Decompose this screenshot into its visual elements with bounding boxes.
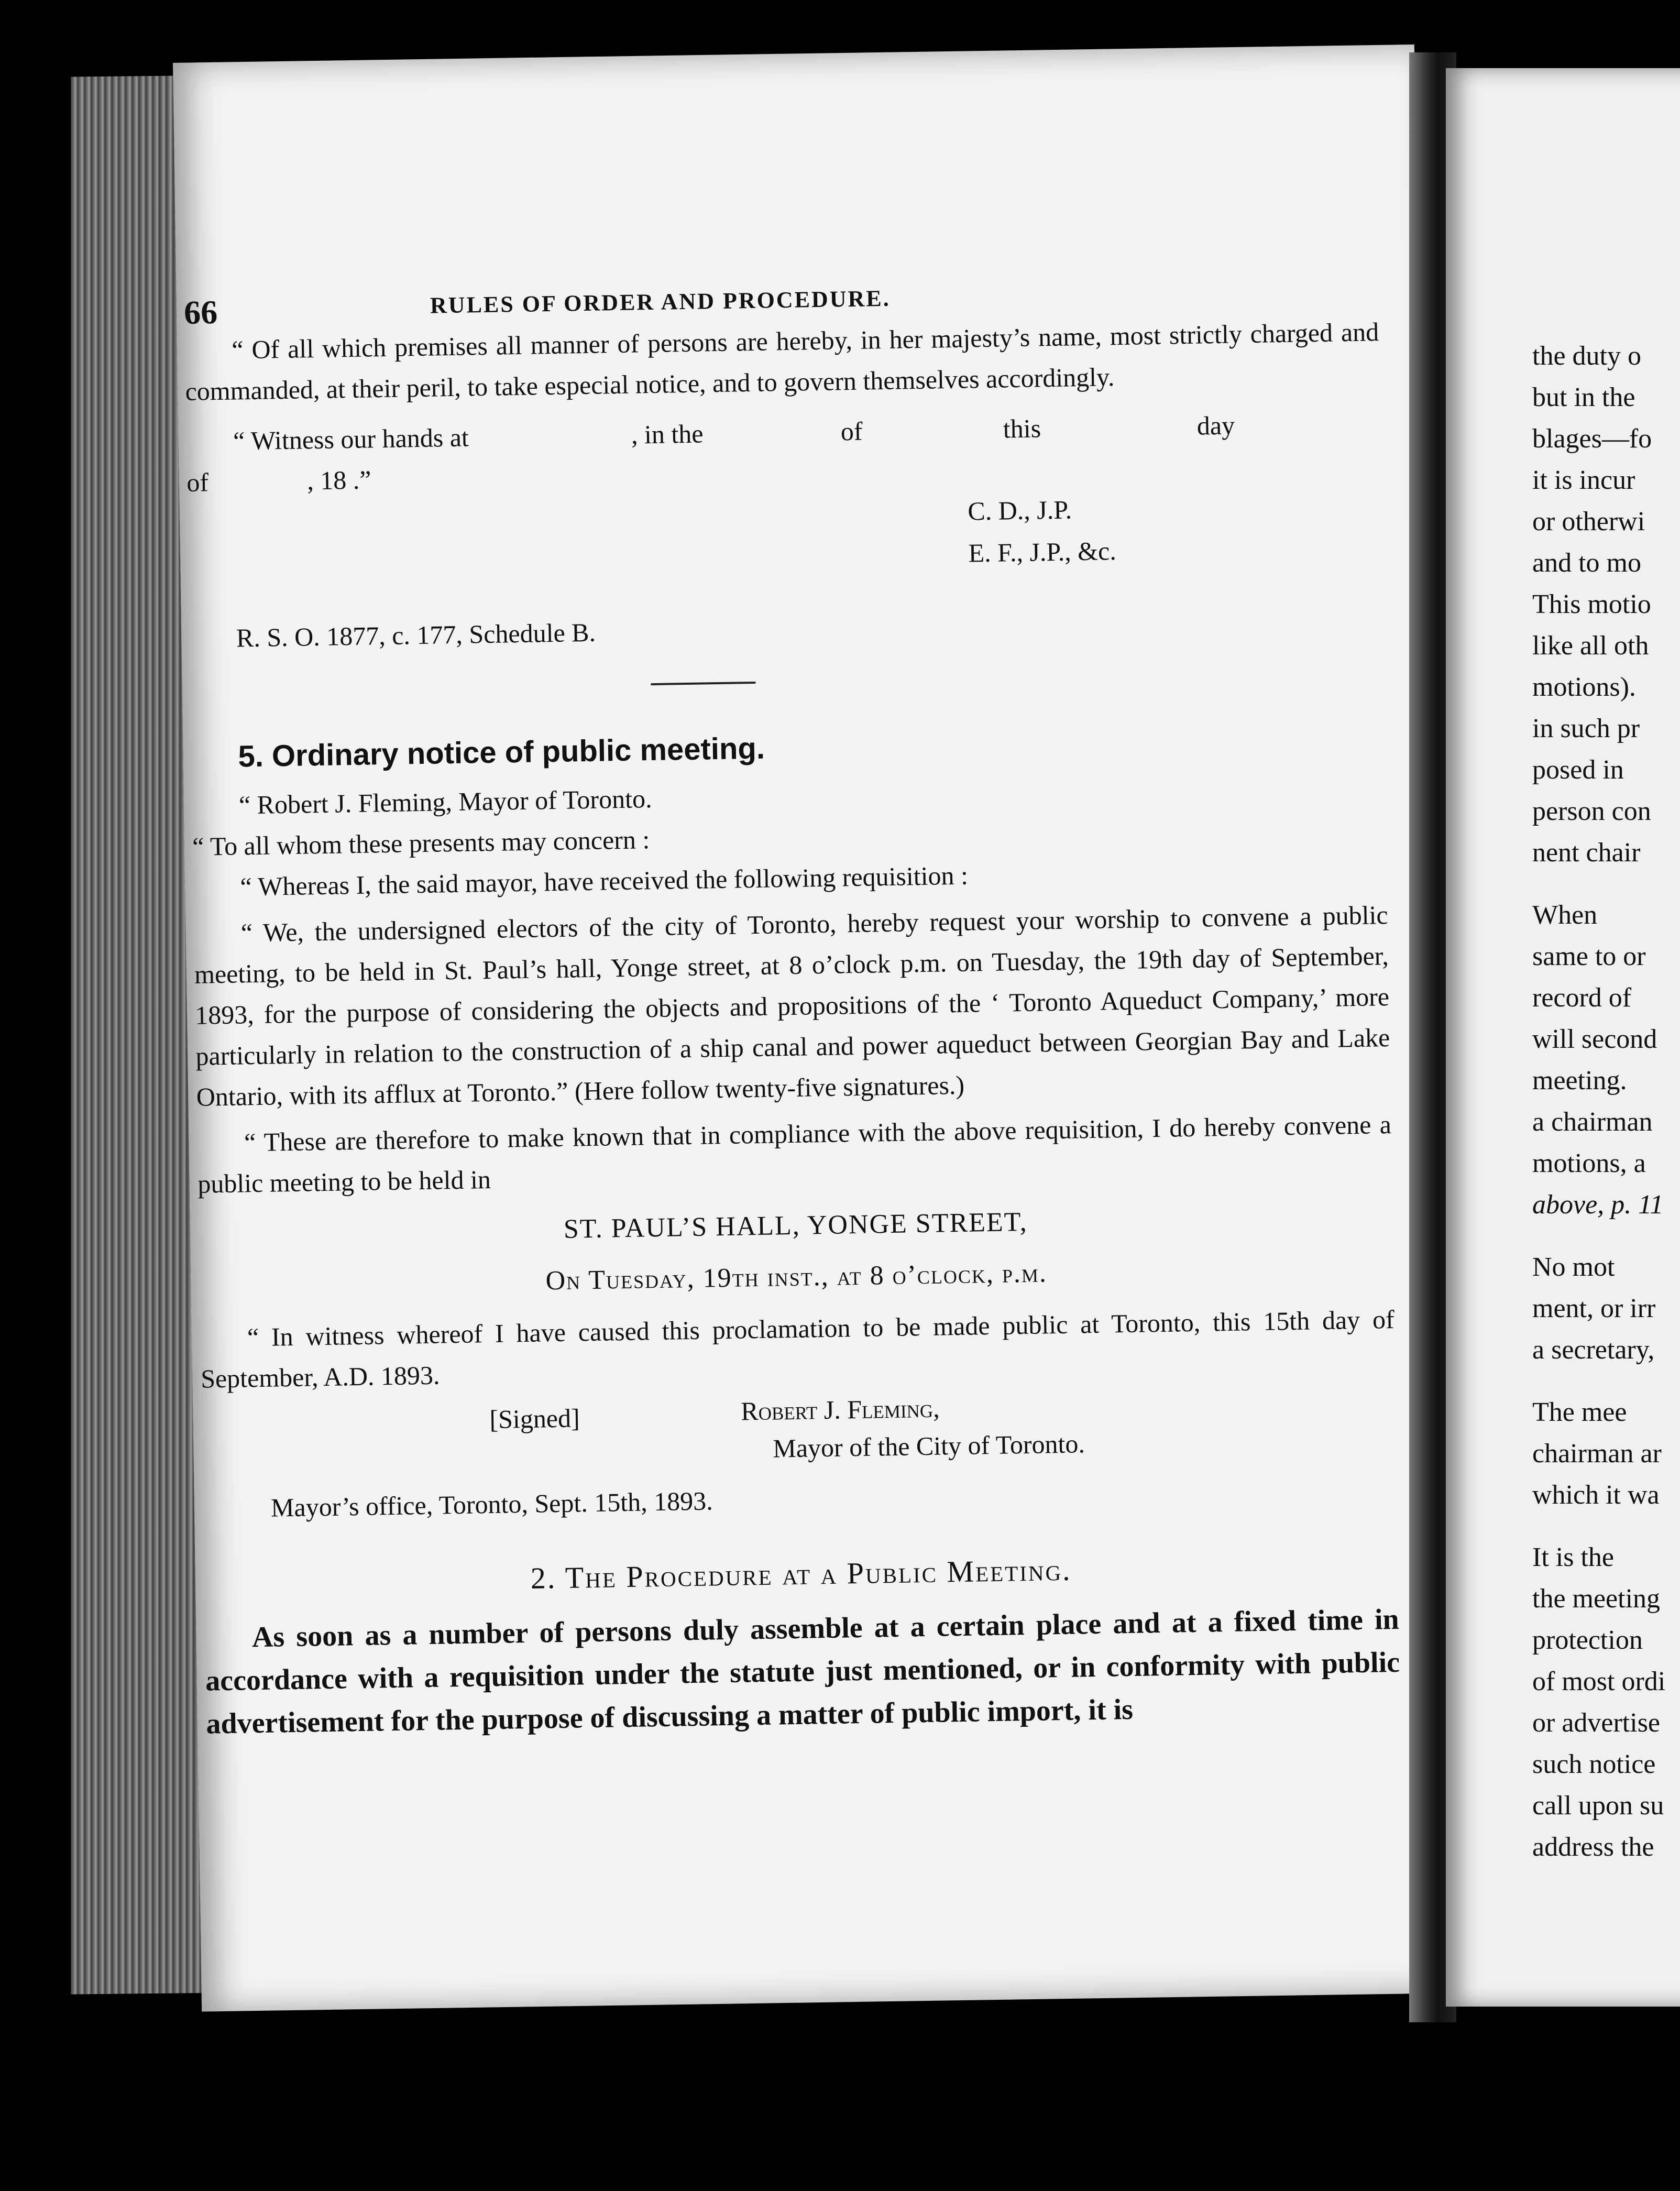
fragment-line: the meeting: [1532, 1584, 1661, 1614]
witness-part: of: [186, 467, 209, 497]
fragment-line: motions).: [1532, 672, 1636, 702]
justices-signatures: [187, 484, 1383, 597]
chapter-heading: 2. The Procedure at a Public Meeting.: [530, 1552, 1072, 1595]
signer-title: Mayor of the City of Toronto.: [772, 1429, 1085, 1463]
fragment-gap: [1532, 1225, 1680, 1246]
notice-line: “ Robert J. Fleming, Mayor of Toronto.: [238, 784, 652, 820]
fragment-line: posed in: [1532, 755, 1624, 785]
fragment-line: call upon su: [1532, 1791, 1664, 1821]
fragment-line: nent chair: [1532, 838, 1641, 868]
signed-label: [Signed]: [489, 1403, 580, 1434]
fragment-line: It is the: [1532, 1542, 1614, 1572]
compliance-paragraph: “ These are therefore to make known that in compliance with the above requisition, I do hereby convene a public meeting to be held in: [197, 1109, 1392, 1199]
section-divider: [651, 682, 755, 685]
left-page-content: [183, 254, 1401, 1745]
witness-part: of: [840, 416, 863, 446]
witness-part: , in the: [631, 419, 704, 450]
fragment-line: address the: [1532, 1832, 1654, 1862]
fragment-line: but in the: [1532, 382, 1635, 412]
fragment-line: person con: [1532, 796, 1651, 826]
fragment-gap: [1532, 1371, 1680, 1392]
signatory: C. D., J.P.: [967, 495, 1072, 526]
witness-part: , 18 .”: [306, 465, 371, 496]
fragment-line: meeting.: [1532, 1066, 1627, 1096]
signatory: E. F., J.P., &c.: [968, 536, 1117, 568]
fragment-line: or advertise: [1532, 1708, 1661, 1738]
notice-line: “ Whereas I, the said mayor, have received the following requisition :: [239, 860, 969, 902]
venue-line: ST. PAUL’S HALL, YONGE STREET,: [563, 1207, 1028, 1244]
fragment-line: like all oth: [1532, 631, 1649, 661]
fragment-line: a secretary,: [1532, 1335, 1655, 1365]
proclamation-paragraph: “ Of all which premises all manner of persons are hereby, in her majesty’s name, most strictly charged and commanded, at their peril, to take especial notice, and to govern themselves accordingly.: [185, 317, 1379, 406]
fragment-gap: [1532, 873, 1680, 894]
chapter-paragraph: As soon as a number of persons duly assemble at a certain place and at a fixed time in accordance with a requisition under the statute just mentioned, or in conformity with public advertisement for the purpose of discussing a matter of public import, it is: [205, 1603, 1400, 1740]
witness-paragraph: “ In witness whereof I have caused this proclamation to be made public at Toronto, this 15th day of September, A.D. 1893.: [200, 1304, 1395, 1394]
fragment-line: of most ordi: [1532, 1667, 1666, 1696]
fragment-line: This motio: [1532, 589, 1651, 619]
section-heading: 5. Ordinary notice of public meeting.: [238, 731, 765, 774]
statute-citation: R. S. O. 1877, c. 177, Schedule B.: [236, 617, 596, 653]
fragment-line: will second: [1532, 1024, 1657, 1054]
fragment-line: above, p. 11: [1532, 1190, 1664, 1220]
signer-name: Robert J. Fleming,: [740, 1393, 940, 1426]
office-line: Mayor’s office, Toronto, Sept. 15th, 1893.: [270, 1486, 713, 1522]
fragment-line: blages—fo: [1532, 424, 1652, 454]
fragment-line: such notice: [1532, 1749, 1656, 1779]
fragment-line: ment, or irr: [1532, 1294, 1656, 1323]
fragment-line: When: [1532, 900, 1598, 930]
fragment-line: the duty o: [1532, 341, 1641, 371]
notice-of-meeting: [191, 766, 1397, 1529]
requisition-paragraph: “ We, the undersigned electors of the city of Toronto, hereby request your worship to convene a public meeting, to be held in St. Paul’s hall, Yonge street, at 8 o’clock p.m. on Tuesday, the 19th day of September, 1893, for the purpose of considering the objects and propositions of the ‘ Toronto Aqueduct Company,’ more particularly in relation to the construction of a ship canal and power aqueduct between Georgian Bay and Lake Ontario, with its afflux at Toronto.” (Here follow twenty-five signatures.): [194, 900, 1390, 1112]
fragment-line: record of: [1532, 983, 1632, 1013]
fragment-line: No mot: [1532, 1252, 1615, 1282]
time-line: On Tuesday, 19th inst., at 8 o’clock, p.m.: [545, 1258, 1048, 1296]
witness-part: “ Witness our hands at: [233, 422, 469, 456]
fragment-line: The mee: [1532, 1397, 1627, 1427]
right-page-text-fragments: [1532, 335, 1680, 1868]
notice-line: “ To all whom these presents may concern :: [192, 825, 650, 861]
fragment-line: and to mo: [1532, 548, 1641, 578]
fragment-line: in such pr: [1532, 714, 1640, 743]
fragment-line: a chairman: [1532, 1107, 1653, 1137]
proclamation-end: [184, 311, 1384, 659]
running-title: RULES OF ORDER AND PROCEDURE.: [430, 285, 891, 319]
fragment-line: or otherwi: [1532, 507, 1645, 536]
fragment-gap: [1532, 1516, 1680, 1537]
fragment-line: same to or: [1532, 941, 1646, 971]
witness-part: this: [1003, 413, 1041, 444]
fragment-line: it is incur: [1532, 465, 1635, 495]
fragment-line: chairman ar: [1532, 1439, 1662, 1469]
fragment-line: protection: [1532, 1625, 1643, 1655]
witness-part: day: [1196, 410, 1235, 441]
chapter-body: [204, 1598, 1401, 1746]
fragment-line: motions, a: [1532, 1148, 1646, 1178]
fragment-line: which it wa: [1532, 1480, 1660, 1510]
page-number: 66: [183, 293, 218, 331]
